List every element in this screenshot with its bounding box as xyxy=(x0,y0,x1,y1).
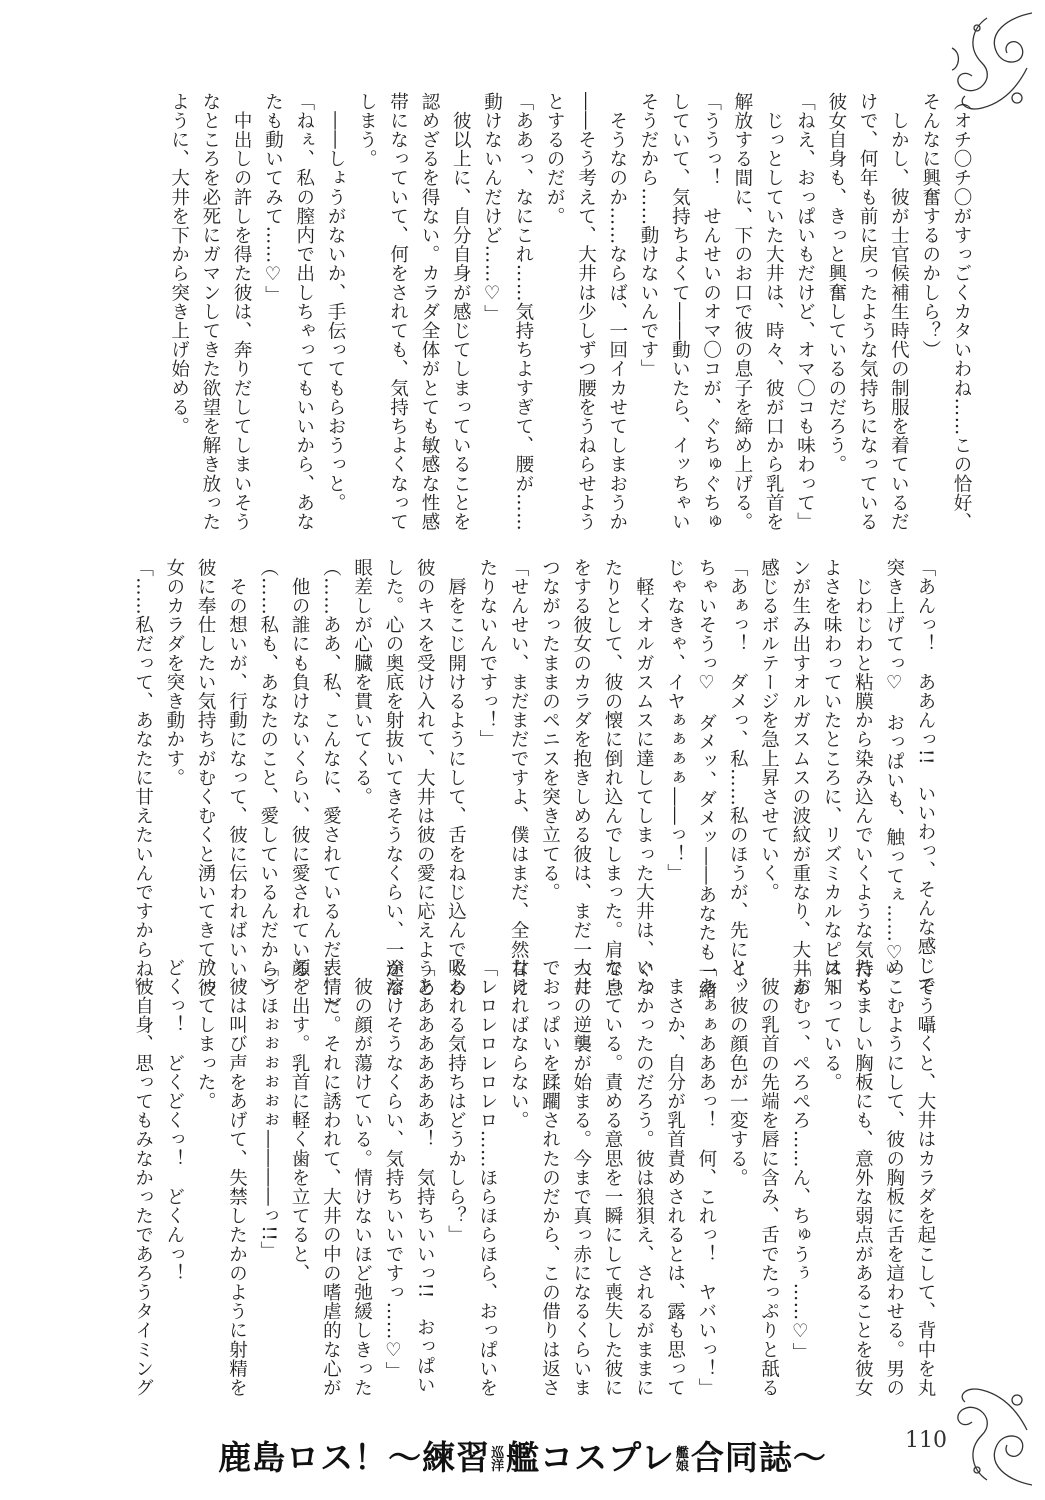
text-column: とするのだが。 xyxy=(544,92,566,226)
text-column: たくましい胸板にも、意外な弱点があることを彼女 xyxy=(852,958,874,1398)
text-column: けで、何年も前に戻ったような気持ちになっている xyxy=(857,92,879,532)
text-column: そうだから……動けないんです」 xyxy=(638,92,660,379)
text-column: じゃなきゃ、イヤぁぁぁぁ――っ！」 xyxy=(664,558,686,883)
text-column: たも動いてみて……♡」 xyxy=(262,92,284,305)
title-small-stack xyxy=(491,1447,505,1473)
text-column: （……ああ、私、こんなに、愛されているんだ……） xyxy=(320,558,342,1017)
text-column: 認めざるを得ない。カラダ全体がとても敏感な性感 xyxy=(418,92,440,532)
text-column: じわじわと粘膜から染み込んでいくような気持ち xyxy=(852,558,874,998)
text-column: した。心の奥底を射抜いてきそうなくらい、一途な xyxy=(382,558,404,998)
text-column: 彼女自身も、きっと興奮しているのだろう。 xyxy=(825,92,847,474)
text-column: じっとしていた大井は、時々、彼が口から乳首を xyxy=(763,92,785,532)
text-column: 「ああああああああ！ 気持ちいいっ!! おっぱい xyxy=(414,958,436,1395)
text-column: なっている。責める意思を一瞬にして喪失した彼に xyxy=(602,958,624,1398)
text-column: 彼自身、思ってもみなかったであろうタイミング xyxy=(132,958,154,1398)
text-column: なところを必死にガマンしてきた欲望を解き放った xyxy=(199,92,221,532)
text-column: つながったままのペニスを突き立てる。 xyxy=(539,558,561,902)
text-column: （オチ〇チ〇がすっごくカタいわね……この恰好、 xyxy=(951,92,972,532)
text-column: 解放する間に、下のお口で彼の息子を締め上げる。 xyxy=(731,92,753,532)
text-column: 「あむっ、ぺろぺろ……ん、ちゅうぅ……♡」 xyxy=(789,958,811,1362)
text-column: ように、大井を下から突き上げ始める。 xyxy=(168,92,190,436)
text-column: そんなに興奮するのかしら？） xyxy=(919,92,941,360)
text-column: 「うほぉぉぉぉぉぉ――――っ!!」 xyxy=(257,958,279,1261)
text-column: よさを味わっていたところに、リズミカルなピスト xyxy=(821,558,843,998)
text-column: 「ねぇ、私の膣内で出しちゃってもいいから、あな xyxy=(293,92,315,532)
text-column: 中出しの許しを得た彼は、奔りだしてしまいそう xyxy=(231,92,253,532)
text-column: 動けないんだけど……♡」 xyxy=(481,92,503,324)
text-column: が溶けそうなくらい、気持ちいいですっ……♡」 xyxy=(382,958,404,1381)
text-column: ――しょうがないか、手伝ってもらおうっと。 xyxy=(325,92,347,513)
text-block-middle xyxy=(127,558,941,1017)
text-column: なければならない。 xyxy=(508,958,530,1130)
text-block-top xyxy=(163,92,977,532)
text-column: （……私も、あなたのこと、愛しているんだから） xyxy=(257,558,279,998)
text-column: 「……私だって、あなたに甘えたいんですからね」 xyxy=(132,558,154,998)
text-column: 「レロレロレロレロ……ほらほらほら、おっぱいを xyxy=(476,958,498,1398)
text-column: そうなのか……ならば、一回イカせてしまおうか xyxy=(606,92,628,532)
text-column: しまう。 xyxy=(356,92,378,169)
text-column: 「ねえ、おっぱいもだけど、オマ〇コも味わって」 xyxy=(794,92,816,532)
text-column: その想いが、行動になって、彼に伝わればいい。 xyxy=(226,558,248,998)
text-column: 「ううっ！ せんせいのオマ〇コが、ぐちゅぐちゅ xyxy=(700,92,722,532)
text-column: 顔を出す。乳首に軽く歯を立てると、 xyxy=(289,958,311,1283)
text-block-bottom xyxy=(127,958,941,1408)
text-column: 彼は叫び声をあげて、失禁したかのように射精を xyxy=(226,958,248,1398)
text-column: 女のカラダを突き動かす。 xyxy=(163,558,185,788)
title-part: 鹿島ロス！～練習 xyxy=(218,1438,491,1477)
title-small-char: 巡 xyxy=(491,1445,506,1461)
text-column: 「せんせい、まだまだですよ、僕はまだ、全然甘え xyxy=(508,558,530,998)
text-column: ――そう考えて、大井は少しずつ腰をうねらせよう xyxy=(575,92,597,532)
text-column: まさか、自分が乳首責めされるとは、露も思って xyxy=(664,958,686,1398)
text-column: 帯になっていて、何をされても、気持ちよくなって xyxy=(387,92,409,532)
page-number: 110 xyxy=(905,1428,947,1453)
text-column: 彼以上に、自分自身が感じてしまっていることを xyxy=(450,92,472,532)
text-column: 眼差しが心臓を貫いてくる。 xyxy=(351,558,373,807)
text-column: 放ってしまった。 xyxy=(195,958,217,1111)
text-column: 突き上げてっ♡ おっぱいも、触ってぇ……♡」 xyxy=(883,558,905,984)
text-column: していて、気持ちよくて――動いたら、イッちゃい xyxy=(669,92,691,532)
title-small-stack xyxy=(676,1447,690,1473)
title-small-char: 娘 xyxy=(675,1458,690,1474)
text-column: そう囁くと、大井はカラダを起こして、背中を丸 xyxy=(915,958,936,1398)
text-column: 「あぁぁあああっ！ 何、これっ！ ヤバいっ！」 xyxy=(695,958,717,1398)
title-small-char: 艦 xyxy=(675,1445,690,1461)
text-column: 唇をこじ開けるようにして、舌をねじ込んでくる xyxy=(445,558,467,998)
text-column: 「ああっ、なにこれ……気持ちよすぎて、腰が…… xyxy=(512,92,534,532)
text-column: 感じるボルテージを急上昇させていく。 xyxy=(758,558,780,902)
text-column: 彼に奉仕したい気持ちがむくむくと湧いてきて、彼 xyxy=(195,558,217,998)
text-column: たりないんですっ！」 xyxy=(476,558,498,749)
title-part: 合同誌～ xyxy=(690,1438,827,1477)
text-column: をする彼女のカラダを抱きしめる彼は、まだ一つに xyxy=(570,558,592,998)
text-column: どくっ！ どくどくっ！ どくんっ！ xyxy=(163,958,185,1283)
text-column: 「あんっ！ ああんっ!! いいわっ、そんな感じで xyxy=(915,558,936,995)
text-column: でおっぱいを蹂躙されたのだから、この借りは返さ xyxy=(539,958,561,1398)
text-column: 彼のキスを受け入れて、大井は彼の愛に応えようと xyxy=(414,558,436,998)
text-column: めこむようにして、彼の胸板に舌を這わせる。男の xyxy=(883,958,905,1398)
text-column: 彼の乳首の先端を唇に含み、舌でたっぷりと舐る xyxy=(758,958,780,1398)
text-column: 彼の顔が蕩けている。情けないほど弛緩しきった xyxy=(351,958,373,1398)
title-part: 艦コスプレ xyxy=(506,1438,675,1477)
text-column: 軽くオルガスムスに達してしまった大井は、ぐっ xyxy=(633,558,655,998)
book-title xyxy=(0,1432,1045,1479)
text-column: 他の誰にも負けないくらい、彼に愛されている。 xyxy=(289,558,311,998)
text-column: いなかったのだろう。彼は狼狽え、されるがままに xyxy=(633,958,655,1398)
text-column: ンが生み出すオルガスムスの波紋が重なり、大井が xyxy=(789,558,811,998)
text-column: 表情だ。それに誘われて、大井の中の嗜虐的な心が xyxy=(320,958,342,1398)
text-column: 「あぁっ！ ダメっ、私……私のほうが、先にイッ xyxy=(727,558,749,998)
text-column: 吸われる気持ちはどうかしら？」 xyxy=(445,958,467,1245)
title-small-char: 洋 xyxy=(491,1458,506,1474)
text-column: は知っている。 xyxy=(821,958,843,1092)
text-column: たりとして、彼の懐に倒れ込んでしまった。肩で息 xyxy=(602,558,624,998)
text-column: と、彼の顔色が一変する。 xyxy=(727,958,749,1188)
text-column: しかし、彼が士官候補生時代の制服を着ているだ xyxy=(888,92,910,532)
text-column: ちゃいそうっ♡ ダメッ、ダメッ――あなたも一緒 xyxy=(695,558,717,1000)
text-column: 大井の逆襲が始まる。今まで真っ赤になるくらいま xyxy=(570,958,592,1398)
